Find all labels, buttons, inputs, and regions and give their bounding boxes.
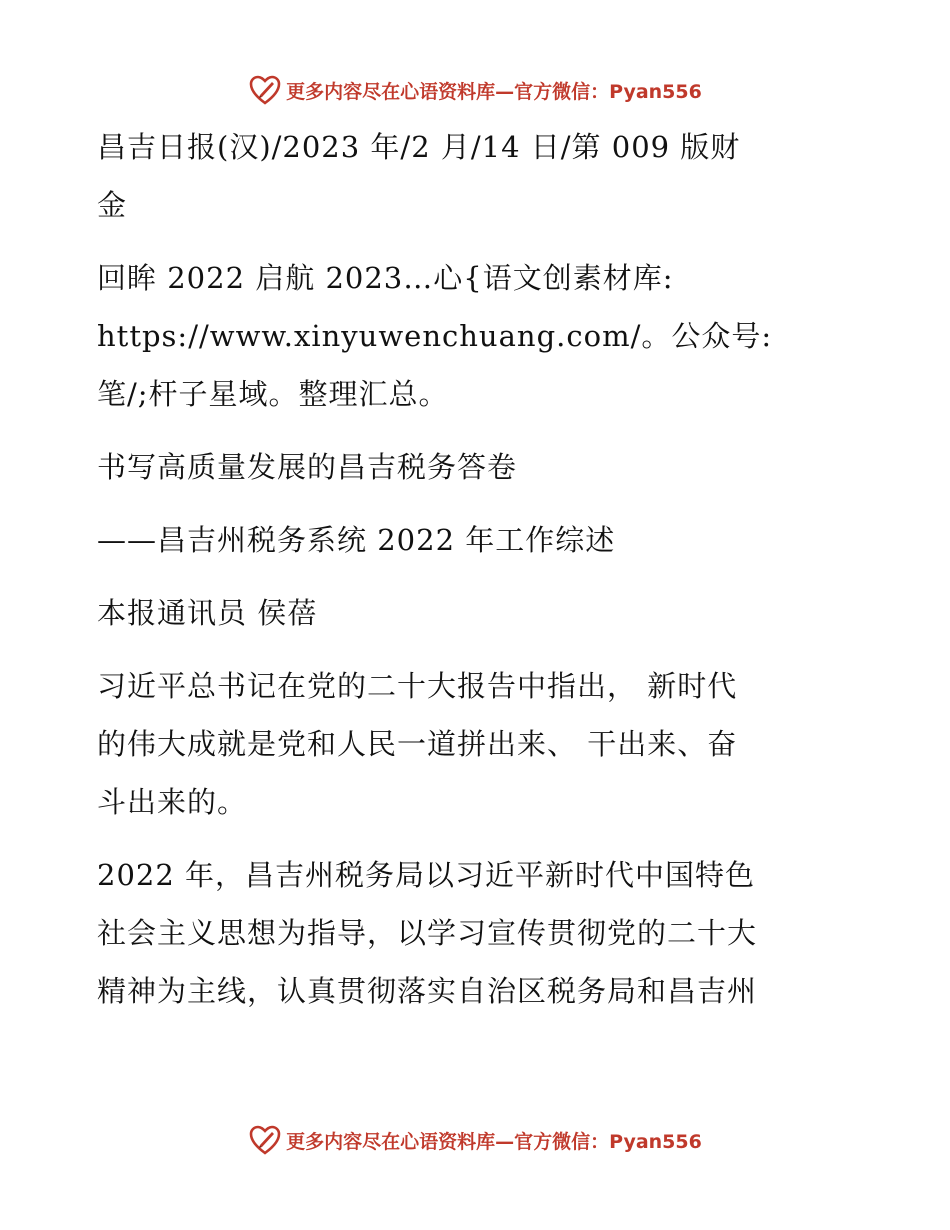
paragraph-2-line-1: 2022 年，昌吉州税务局以习近平新时代中国特色 <box>97 858 756 892</box>
source-line: 昌吉日报(汉)/2023 年/2 月/14 日/第 009 版财 <box>97 130 741 164</box>
footer-banner <box>0 1120 950 1160</box>
heart-pen-icon <box>248 73 282 107</box>
document-body <box>97 118 857 1020</box>
banner-separator: — <box>495 80 515 103</box>
banner-text <box>286 1127 702 1154</box>
header-banner <box>0 70 950 110</box>
article-subtitle: ——昌吉州税务系统 2022 年工作综述 <box>97 523 616 557</box>
banner-wechat: 官方微信：Pyan556 <box>514 1130 702 1153</box>
heart-pen-icon <box>248 1123 282 1157</box>
article-byline: 本报通讯员 侯蓓 <box>97 596 318 630</box>
intro-url-line: https://www.xinyuwenchuang.com/。公众号: <box>97 319 773 353</box>
banner-wechat: 官方微信：Pyan556 <box>514 80 702 103</box>
banner-title: 更多内容尽在心语资料库 <box>286 1130 496 1153</box>
intro-line-end: 笔/;杆子星域。整理汇总。 <box>97 377 449 411</box>
paragraph-1-line-1: 习近平总书记在党的二十大报告中指出， 新时代 <box>97 669 738 703</box>
paragraph-2-line-2: 社会主义思想为指导，以学习宣传贯彻党的二十大 <box>97 916 758 950</box>
banner-separator: — <box>495 1130 515 1153</box>
banner-title: 更多内容尽在心语资料库 <box>286 80 496 103</box>
source-line-cont: 金 <box>97 188 128 222</box>
paragraph-2-line-3: 精神为主线，认真贯彻落实自治区税务局和昌吉州 <box>97 974 758 1008</box>
paragraph-1-line-3: 斗出来的。 <box>97 785 248 819</box>
banner-text <box>286 77 702 104</box>
paragraph-1-line-2: 的伟大成就是党和人民一道拼出来、 干出来、奋 <box>97 727 738 761</box>
intro-line: 回眸 2022 启航 2023…心{语文创素材库: <box>97 261 674 295</box>
article-title: 书写高质量发展的昌吉税务答卷 <box>97 450 518 484</box>
